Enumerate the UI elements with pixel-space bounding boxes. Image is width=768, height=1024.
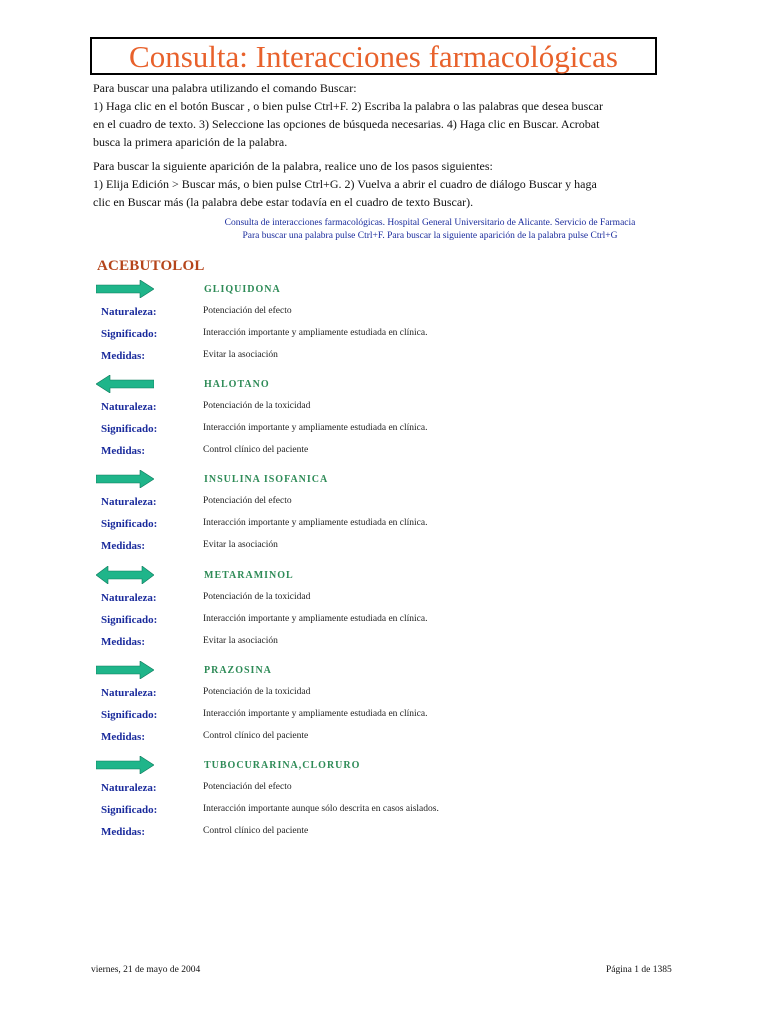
field-value-medidas: Evitar la asociación bbox=[203, 635, 278, 646]
field-row-naturaleza bbox=[0, 687, 768, 705]
field-value-medidas: Control clínico del paciente bbox=[203, 445, 309, 456]
field-value-naturaleza: Potenciación de la toxicidad bbox=[203, 401, 311, 412]
field-label-medidas: Medidas: bbox=[101, 350, 145, 362]
field-value-medidas: Control clínico del paciente bbox=[203, 826, 309, 836]
field-value-medidas: Evitar la asociación bbox=[203, 350, 278, 360]
field-value-significado: Interacción importante y ampliamente estudiada en clínica. bbox=[203, 613, 428, 624]
field-row-significado bbox=[0, 423, 768, 441]
field-row-naturaleza bbox=[0, 782, 768, 800]
search-next-instructions bbox=[93, 157, 613, 211]
field-row-naturaleza bbox=[0, 401, 768, 419]
field-label-naturaleza: Naturaleza: bbox=[101, 401, 157, 414]
interacting-drug-name: TUBOCURARINA,CLORURO bbox=[204, 760, 361, 771]
field-value-naturaleza: Potenciación del efecto bbox=[203, 782, 292, 792]
field-row-medidas bbox=[0, 636, 768, 654]
field-value-medidas: Control clínico del paciente bbox=[203, 730, 309, 741]
header-notice bbox=[160, 217, 700, 243]
interaction-entry bbox=[0, 379, 768, 471]
field-label-naturaleza: Naturaleza: bbox=[101, 306, 157, 318]
field-row-medidas bbox=[0, 826, 768, 844]
field-label-significado: Significado: bbox=[101, 804, 158, 816]
field-label-significado: Significado: bbox=[101, 708, 158, 721]
field-row-significado bbox=[0, 328, 768, 346]
arrow-both-icon bbox=[96, 566, 154, 584]
field-label-significado: Significado: bbox=[101, 518, 158, 531]
interacting-drug-name: INSULINA ISOFANICA bbox=[204, 474, 329, 486]
instructions-next-steps: 1) Elija Edición > Buscar más, o bien pulse Ctrl+G. 2) Vuelva a abrir el cuadro de diálogo Buscar y haga clic en Buscar más (la palabra debe estar todavía en el cuadro de texto Buscar). bbox=[93, 177, 597, 209]
field-row-naturaleza bbox=[0, 592, 768, 610]
interacting-drug-name: HALOTANO bbox=[204, 379, 270, 391]
interaction-entry bbox=[0, 570, 768, 662]
interaction-entry bbox=[0, 284, 768, 376]
search-instructions bbox=[93, 79, 613, 151]
field-label-medidas: Medidas: bbox=[101, 826, 145, 838]
notice-line-2: Para buscar una palabra pulse Ctrl+F. Para buscar la siguiente aparición de la palabra pulse Ctrl+G bbox=[242, 231, 618, 241]
footer-page-number: Página 1 de 1385 bbox=[606, 965, 672, 975]
interaction-entry bbox=[0, 760, 768, 852]
field-label-medidas: Medidas: bbox=[101, 730, 145, 743]
field-row-medidas bbox=[0, 540, 768, 558]
field-value-naturaleza: Potenciación de la toxicidad bbox=[203, 591, 311, 602]
field-row-naturaleza bbox=[0, 496, 768, 514]
field-label-medidas: Medidas: bbox=[101, 540, 145, 553]
field-row-significado bbox=[0, 804, 768, 822]
field-row-significado bbox=[0, 614, 768, 632]
field-value-significado: Interacción importante y ampliamente estudiada en clínica. bbox=[203, 423, 428, 434]
field-label-medidas: Medidas: bbox=[101, 445, 145, 458]
interaction-entry bbox=[0, 474, 768, 566]
interacting-drug-name: GLIQUIDONA bbox=[204, 284, 281, 295]
field-row-medidas bbox=[0, 350, 768, 368]
field-label-naturaleza: Naturaleza: bbox=[101, 686, 157, 699]
instructions-steps: 1) Haga clic en el botón Buscar , o bien pulse Ctrl+F. 2) Escriba la palabra o las palabras que desea buscar en el cuadro de texto. 3) Seleccione las opciones de búsqueda necesarias. 4) Haga clic en Buscar. Acrobat busca la primera aparición de la palabra. bbox=[93, 99, 603, 149]
arrow-right-icon bbox=[96, 280, 154, 298]
field-label-naturaleza: Naturaleza: bbox=[101, 782, 157, 794]
page-title-box bbox=[90, 37, 657, 75]
field-value-naturaleza: Potenciación de la toxicidad bbox=[203, 686, 311, 697]
arrow-right-icon bbox=[96, 470, 154, 488]
field-label-significado: Significado: bbox=[101, 613, 158, 626]
field-label-significado: Significado: bbox=[101, 423, 158, 436]
interacting-drug-name: PRAZOSINA bbox=[204, 664, 272, 676]
notice-line-1: Consulta de interacciones farmacológicas. Hospital General Universitario de Alicante. Servicio de Farmacia bbox=[224, 218, 636, 228]
field-row-medidas bbox=[0, 731, 768, 749]
page-title: Consulta: Interacciones farmacológicas bbox=[129, 38, 618, 74]
field-row-medidas bbox=[0, 445, 768, 463]
instructions-next-intro: Para buscar la siguiente aparición de la palabra, realice uno de los pasos siguientes: bbox=[93, 159, 493, 173]
field-value-significado: Interacción importante y ampliamente estudiada en clínica. bbox=[203, 518, 428, 529]
drug-name: ACEBUTOLOL bbox=[97, 258, 205, 274]
field-row-significado bbox=[0, 518, 768, 536]
footer-date: viernes, 21 de mayo de 2004 bbox=[91, 965, 201, 975]
arrow-right-icon bbox=[96, 756, 154, 774]
arrow-right-icon bbox=[96, 661, 154, 679]
instructions-intro: Para buscar una palabra utilizando el comando Buscar: bbox=[93, 81, 357, 95]
interacting-drug-name: METARAMINOL bbox=[204, 569, 294, 581]
field-value-naturaleza: Potenciación del efecto bbox=[203, 306, 292, 316]
field-value-medidas: Evitar la asociación bbox=[203, 540, 278, 551]
field-value-naturaleza: Potenciación del efecto bbox=[203, 496, 292, 507]
field-value-significado: Interacción importante aunque sólo descrita en casos aislados. bbox=[203, 804, 439, 814]
field-label-medidas: Medidas: bbox=[101, 635, 145, 648]
field-row-naturaleza bbox=[0, 306, 768, 324]
field-label-significado: Significado: bbox=[101, 328, 158, 340]
field-label-naturaleza: Naturaleza: bbox=[101, 496, 157, 509]
field-value-significado: Interacción importante y ampliamente estudiada en clínica. bbox=[203, 328, 428, 338]
field-value-significado: Interacción importante y ampliamente estudiada en clínica. bbox=[203, 708, 428, 719]
arrow-left-icon bbox=[96, 375, 154, 393]
field-row-significado bbox=[0, 709, 768, 727]
field-label-naturaleza: Naturaleza: bbox=[101, 591, 157, 604]
interaction-entry bbox=[0, 665, 768, 757]
